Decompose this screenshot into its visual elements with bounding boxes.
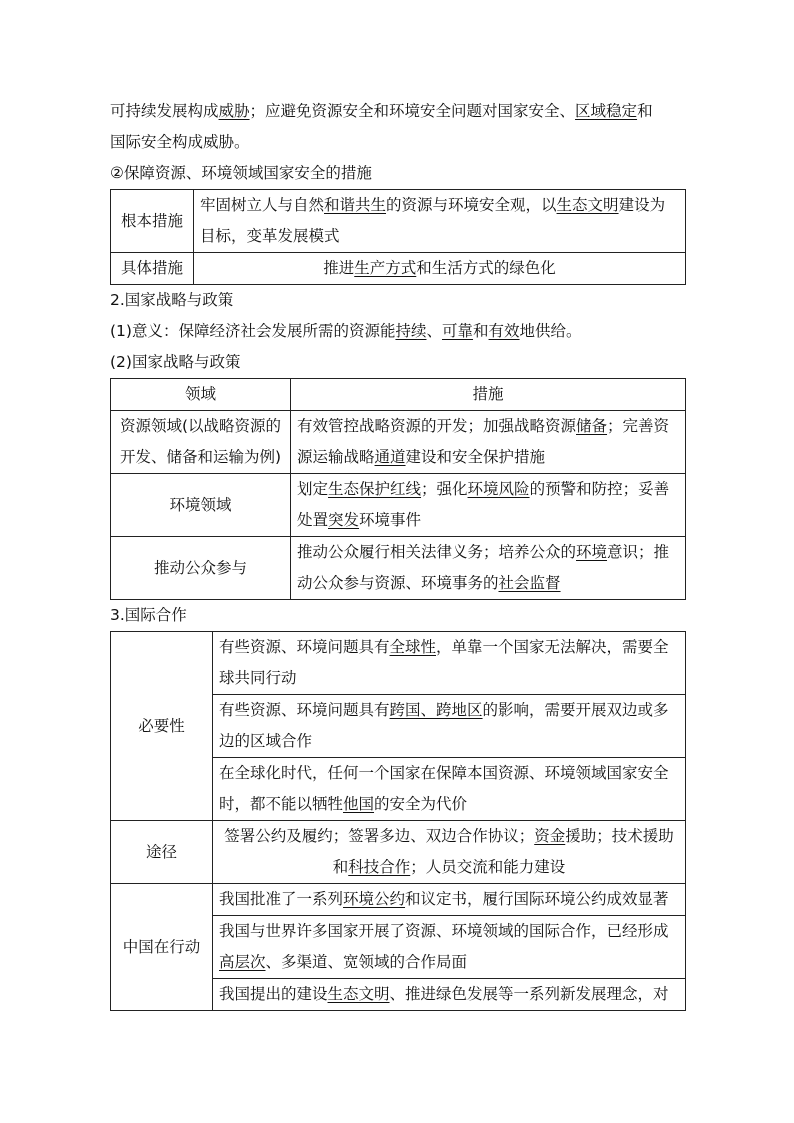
row-label: 资源领域(以战略资源的开发、储备和运输为例) [111,411,291,474]
row-content: 划定生态保护红线；强化环境风险的预警和防控；妥善处置突发环境事件 [291,474,686,537]
row-content: 牢固树立人与自然和谐共生的资源与环境安全观，以生态文明建设为目标，变革发展模式 [194,190,686,253]
row-content: 有些资源、环境问题具有跨国、跨地区的影响，需要开展双边或多边的区域合作 [213,695,686,758]
document-page [110,96,686,1011]
underlined-term: 和谐共生 [324,196,387,214]
row-content: 我国与世界许多国家开展了资源、环境领域的国际合作，已经形成高层次、多渠道、宽领域的合作局面 [213,916,686,979]
cooperation-table [110,631,686,1011]
row-label: 中国在行动 [111,884,213,1011]
table-row [111,884,686,916]
row-label: 必要性 [111,632,213,821]
column-header: 领域 [111,379,291,411]
intro-line: 可持续发展构成威胁；应避免资源安全和环境安全问题对国家安全、区域稳定和 [110,102,653,120]
underlined-term: 有效 [488,322,520,340]
underlined-term: 生态文明 [556,196,619,214]
underlined-term: 持续 [395,322,427,340]
section-title: 3.国际合作 [110,606,187,624]
strategy-table [110,378,686,600]
underlined-term: 威胁 [218,102,250,120]
row-label: 环境领域 [111,474,291,537]
row-content: 我国批准了一系列环境公约和议定书，履行国际环境公约成效显著 [213,884,686,916]
underlined-term: 突发 [328,511,360,529]
underlined-term: 生态保护红线 [328,480,422,498]
section-title: 2.国家战略与政策 [110,291,234,309]
table-row [111,411,686,474]
row-content: 在全球化时代，任何一个国家在保障本国资源、环境领域国家安全时，都不能以牺牲他国的安全为代价 [213,758,686,821]
underlined-term: 社会监督 [498,574,561,592]
section-title: ②保障资源、环境领域国家安全的措施 [110,164,372,182]
row-content: 有些资源、环境问题具有全球性，单靠一个国家无法解决，需要全球共同行动 [213,632,686,695]
measures-table [110,189,686,285]
row-content: 签署公约及履约；签署多边、双边合作协议；资金援助；技术援助和科技合作；人员交流和能力建设 [213,821,686,884]
underlined-term: 资金 [534,827,566,845]
underlined-term: 环境公约 [343,890,406,908]
underlined-term: 科技合作 [348,858,411,876]
row-content: 有效管控战略资源的开发；加强战略资源储备；完善资源运输战略通道建设和安全保护措施 [291,411,686,474]
table-row [111,253,686,285]
underlined-term: 区域稳定 [575,102,638,120]
row-content: 推进生产方式和生活方式的绿色化 [194,253,686,285]
table-row [111,537,686,600]
underlined-term: 可靠 [442,322,474,340]
table-row [111,474,686,537]
underlined-term: 通道 [374,448,406,466]
meaning-line: (1)意义：保障经济社会发展所需的资源能持续、可靠和有效地供给。 [110,322,582,340]
row-label: 具体措施 [111,253,194,285]
table-row [111,190,686,253]
column-header: 措施 [291,379,686,411]
row-label: 根本措施 [111,190,194,253]
underlined-term: 全球性 [389,638,437,656]
underlined-term: 环境风险 [467,480,530,498]
underlined-term: 生产方式 [354,259,417,277]
underlined-term: 他国 [343,795,375,813]
row-label: 途径 [111,821,213,884]
row-content: 我国提出的建设生态文明、推进绿色发展等一系列新发展理念，对 [213,979,686,1011]
underlined-term: 生态文明 [327,985,390,1003]
underlined-term: 跨国、跨地区 [389,701,483,719]
row-content: 推动公众履行相关法律义务；培养公众的环境意识；推动公众参与资源、环境事务的社会监督 [291,537,686,600]
table-header-row [111,379,686,411]
subsection-title: (2)国家战略与政策 [110,353,241,371]
underlined-term: 储备 [576,417,608,435]
underlined-term: 高层次 [219,953,266,971]
underlined-term: 环境 [576,543,608,561]
intro-line: 国际安全构成威胁。 [110,133,250,151]
row-label: 推动公众参与 [111,537,291,600]
table-row [111,821,686,884]
table-row [111,632,686,695]
